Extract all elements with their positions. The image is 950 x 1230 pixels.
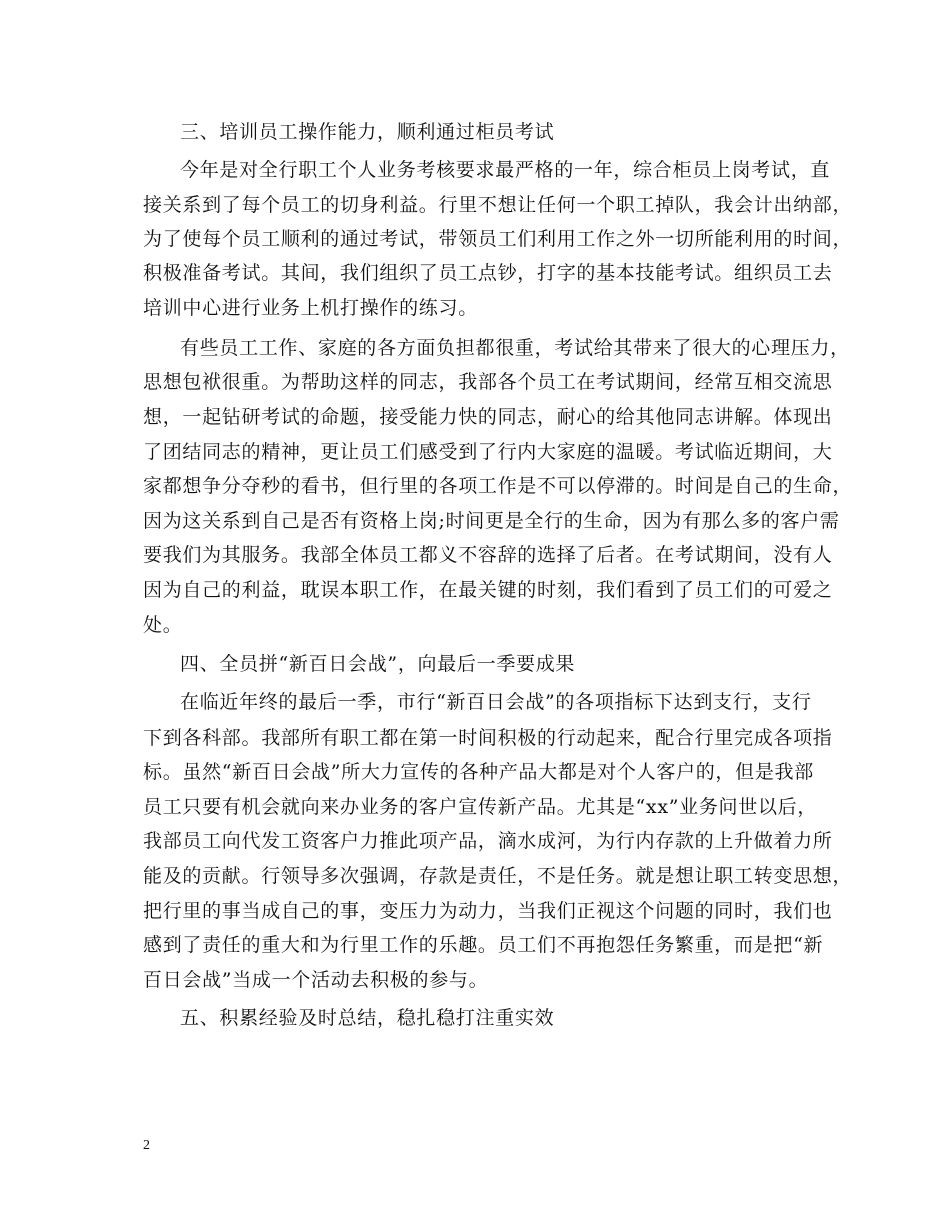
paragraph-line: 能及的贡献。行领导多次强调，存款是责任，不是任务。就是想让职工转变思想， (143, 865, 853, 887)
paragraph-line: 标。虽然“新百日会战”所大力宣传的各种产品大都是对个人客户的，但是我部 (143, 761, 814, 783)
paragraph-line: 处。 (143, 614, 183, 636)
paragraph-line: 思想包袱很重。为帮助这样的同志，我部各个员工在考试期间，经常互相交流思 (143, 371, 833, 393)
paragraph-line: 想，一起钻研考试的命题，接受能力快的同志，耐心的给其他同志讲解。体现出 (143, 406, 833, 428)
paragraph-line: 因为这关系到自己是否有资格上岗;时间更是全行的生命，因为有那么多的客户需 (143, 510, 840, 532)
paragraph-line: 在临近年终的最后一季，市行“新百日会战”的各项指标下达到支行，支行 (180, 691, 812, 713)
paragraph-line: 了团结同志的精神，更让员工们感受到了行内大家庭的温暖。考试临近期间，大 (143, 441, 833, 463)
paragraph-line: 接关系到了每个员工的切身利益。行里不想让任何一个职工掉队，我会计出纳部， (143, 194, 853, 216)
page-number: 2 (143, 1138, 150, 1153)
paragraph-line: 家都想争分夺秒的看书，但行里的各项工作是不可以停滞的。时间是自己的生命， (143, 475, 853, 497)
paragraph-line: 我部员工向代发工资客户力推此项产品，滴水成河，为行内存款的上升做着力所 (143, 830, 833, 852)
paragraph-line: 今年是对全行职工个人业务考核要求最严格的一年，综合柜员上岗考试，直 (180, 159, 831, 181)
paragraph-line: 员工只要有机会就向来办业务的客户宣传新产品。尤其是“xx”业务问世以后， (143, 796, 818, 818)
paragraph-line: 下到各科部。我部所有职工都在第一时间积极的行动起来，配合行里完成各项指 (143, 727, 833, 749)
paragraph-line: 积极准备考试。其间，我们组织了员工点钞，打字的基本技能考试。组织员工去 (143, 262, 833, 284)
section-heading-3: 三、培训员工操作能力，顺利通过柜员考试 (180, 121, 555, 143)
paragraph-line: 感到了责任的重大和为行里工作的乐趣。员工们不再抱怨任务繁重，而是把“新 (143, 934, 824, 956)
paragraph-line: 为了使每个员工顺利的通过考试，带领员工们利用工作之外一切所能利用的时间， (143, 228, 853, 250)
paragraph-line: 培训中心进行业务上机打操作的练习。 (143, 297, 478, 319)
section-heading-4: 四、全员拼“新百日会战”，向最后一季要成果 (180, 653, 576, 675)
paragraph-line: 把行里的事当成自己的事，变压力为动力，当我们正视这个问题的同时，我们也 (143, 900, 833, 922)
paragraph-line: 要我们为其服务。我部全体员工都义不容辞的选择了后者。在考试期间，没有人 (143, 544, 833, 566)
paragraph-line: 有些员工工作、家庭的各方面负担都很重，考试给其带来了很大的心理压力， (180, 337, 850, 359)
paragraph-line: 因为自己的利益，耽误本职工作，在最关键的时刻，我们看到了员工们的可爱之 (143, 579, 833, 601)
paragraph-line: 百日会战”当成一个活动去积极的参与。 (143, 969, 489, 991)
section-heading-5: 五、积累经验及时总结，稳扎稳打注重实效 (180, 1007, 555, 1029)
